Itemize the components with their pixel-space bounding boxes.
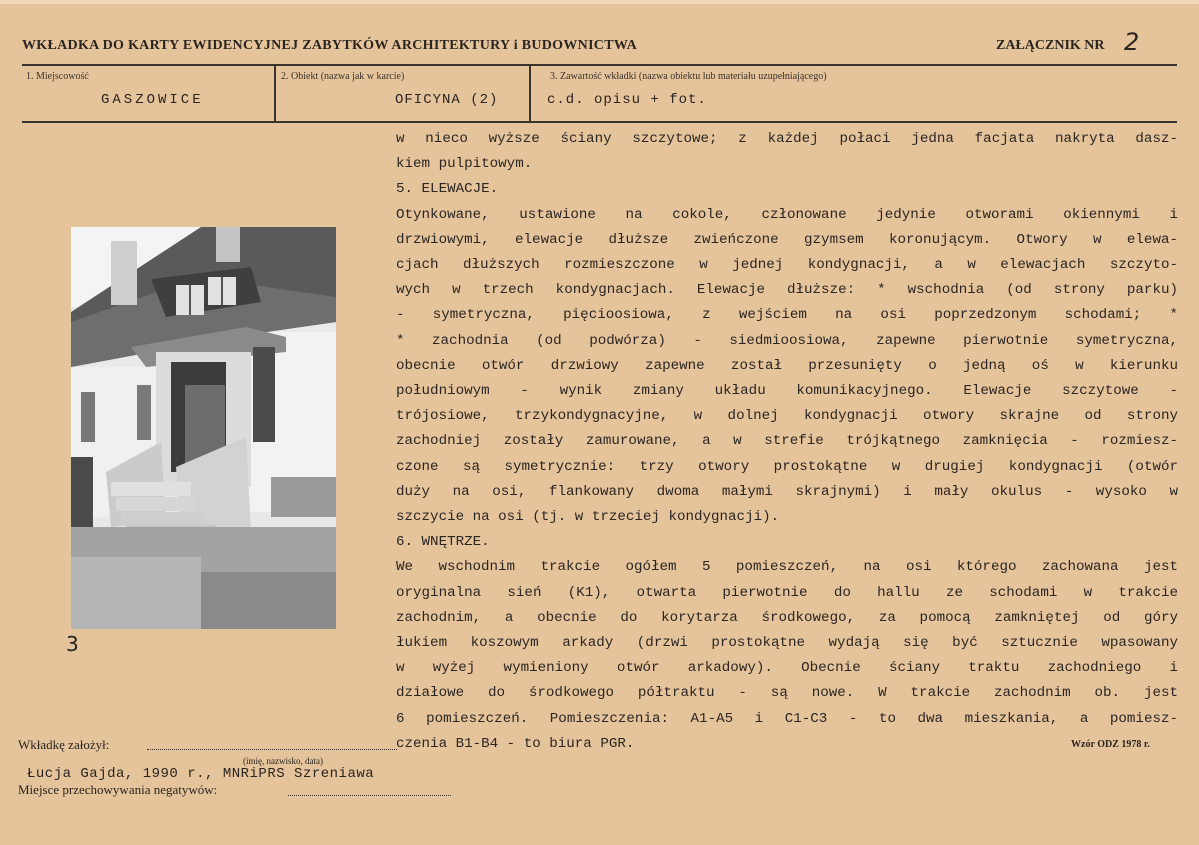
text-line: szczycie na osi (tj. w trzeciej kondygnacji). bbox=[396, 509, 780, 526]
header-rule-bottom bbox=[22, 121, 1177, 123]
photo-number: 3 bbox=[66, 632, 79, 656]
text-line: w nieco wyższe ściany szczytowe; z każdej połaci jedna facjata nakryta dasz- bbox=[396, 131, 1178, 147]
form-code: Wzór ODZ 1978 r. bbox=[1071, 739, 1150, 750]
text-line: kiem pulpitowym. bbox=[396, 156, 533, 173]
text-line: działowe do środkowego półtraktu - są nowe. W trakcie zachodnim ob. jest bbox=[396, 685, 1178, 702]
description-text bbox=[396, 127, 1178, 757]
text-line: We wschodnim trakcie ogółem 5 pomieszczeń, na osi którego zachowana jest bbox=[396, 559, 1178, 576]
building-photo bbox=[71, 227, 336, 629]
text-line: trójosiowe, trzykondygnacyjne, w dolnej kondygnacji otwory skrajne od strony bbox=[396, 408, 1178, 425]
card-top-edge bbox=[0, 0, 1199, 4]
field-divider-2 bbox=[529, 66, 531, 121]
text-line: - symetryczna, pięcioosiowa, z wejściem na osi poprzedzonym schodami; * bbox=[396, 307, 1178, 324]
founded-dotted-line bbox=[147, 748, 397, 750]
text-line: * zachodnia (od podwórza) - siedmioosiowa, zapewne pierwotnie symetryczna, bbox=[396, 332, 1178, 349]
founded-value: Łucja Gajda, 1990 r., MNRiPRS Szreniawa bbox=[27, 766, 375, 782]
place-label: 1. Miejscowość bbox=[26, 71, 89, 82]
text-line: 6 pomieszczeń. Pomieszczenia: A1-A5 i C1-C3 - to dwa mieszkania, a pomiesz- bbox=[396, 710, 1178, 727]
text-line: oryginalna sień (K1), otwarta pierwotnie do hallu ze schodami w trakcie bbox=[396, 584, 1178, 601]
content-value: c.d. opisu + fot. bbox=[547, 92, 707, 108]
content-label: 3. Zawartość wkładki (nazwa obiektu lub materiału uzupełniającego) bbox=[550, 71, 827, 82]
text-line: wych w trzech kondygnacjach. Elewacje dłuższe: * wschodnia (od strony parku) bbox=[396, 282, 1178, 299]
negatives-label: Miejsce przechowywania negatywów: bbox=[18, 782, 218, 797]
text-line: zachodnim, a obecnie do korytarza środkowego, za pomocą zamkniętej od góry bbox=[396, 609, 1178, 626]
founded-label: Wkładkę założył: bbox=[18, 737, 110, 752]
text-line: czone są symetrycznie: trzy otwory prostokątne w drugiej kondygnacji (otwór bbox=[396, 458, 1178, 475]
annex-number: 2 bbox=[1124, 28, 1140, 56]
field-divider-1 bbox=[274, 66, 276, 121]
card-title: WKŁADKA DO KARTY EWIDENCYJNEJ ZABYTKÓW ARCHITEKTURY i BUDOWNICTWA bbox=[22, 38, 638, 53]
text-line: w wyżej wymieniony otwór arkadowy). Obecnie ściany traktu zachodniego i bbox=[396, 660, 1178, 677]
text-line: obecnie otwór drzwiowy zapewne został przesunięty o jedną oś w kierunku bbox=[396, 357, 1178, 374]
text-line: Otynkowane, ustawione na cokole, członowane jedynie otworami okiennymi i bbox=[396, 206, 1178, 223]
text-line: czenia B1-B4 - to biura PGR. bbox=[396, 735, 635, 752]
annex-label: ZAŁĄCZNIK NR bbox=[996, 38, 1105, 53]
text-line: południowym - wynik zmiany układu komunikacyjnego. Elewacje szczytowe - bbox=[396, 383, 1178, 400]
header-rule-top bbox=[22, 64, 1177, 66]
founded-hint: (imię, nazwisko, data) bbox=[243, 756, 323, 766]
text-line: cjach dłuższych rozmieszczone w jednej kondygnacji, a w elewacjach szczyto- bbox=[396, 257, 1178, 274]
object-value: OFICYNA (2) bbox=[395, 92, 499, 108]
section-heading: 6. WNĘTRZE. bbox=[396, 534, 490, 551]
place-value: GASZOWICE bbox=[101, 92, 204, 108]
negatives-dotted-line bbox=[288, 794, 451, 796]
object-label: 2. Obiekt (nazwa jak w karcie) bbox=[281, 71, 405, 82]
text-line: łukiem koszowym arkady (drzwi prostokątne wydają się być sztucznie wpasowany bbox=[396, 635, 1178, 652]
text-line: drzwiowymi, elewacje dłuższe zwieńczone gzymsem koronującym. Otwory w elewa- bbox=[396, 231, 1178, 248]
text-line: zachodniej zostały zamurowane, a w strefie trójkątnego zamknięcia - rozmiesz- bbox=[396, 433, 1178, 450]
section-heading: 5. ELEWACJE. bbox=[396, 181, 499, 198]
text-line: duży na osi, flankowany dwoma małymi skrajnymi) i mały okulus - wysoko w bbox=[396, 483, 1178, 500]
